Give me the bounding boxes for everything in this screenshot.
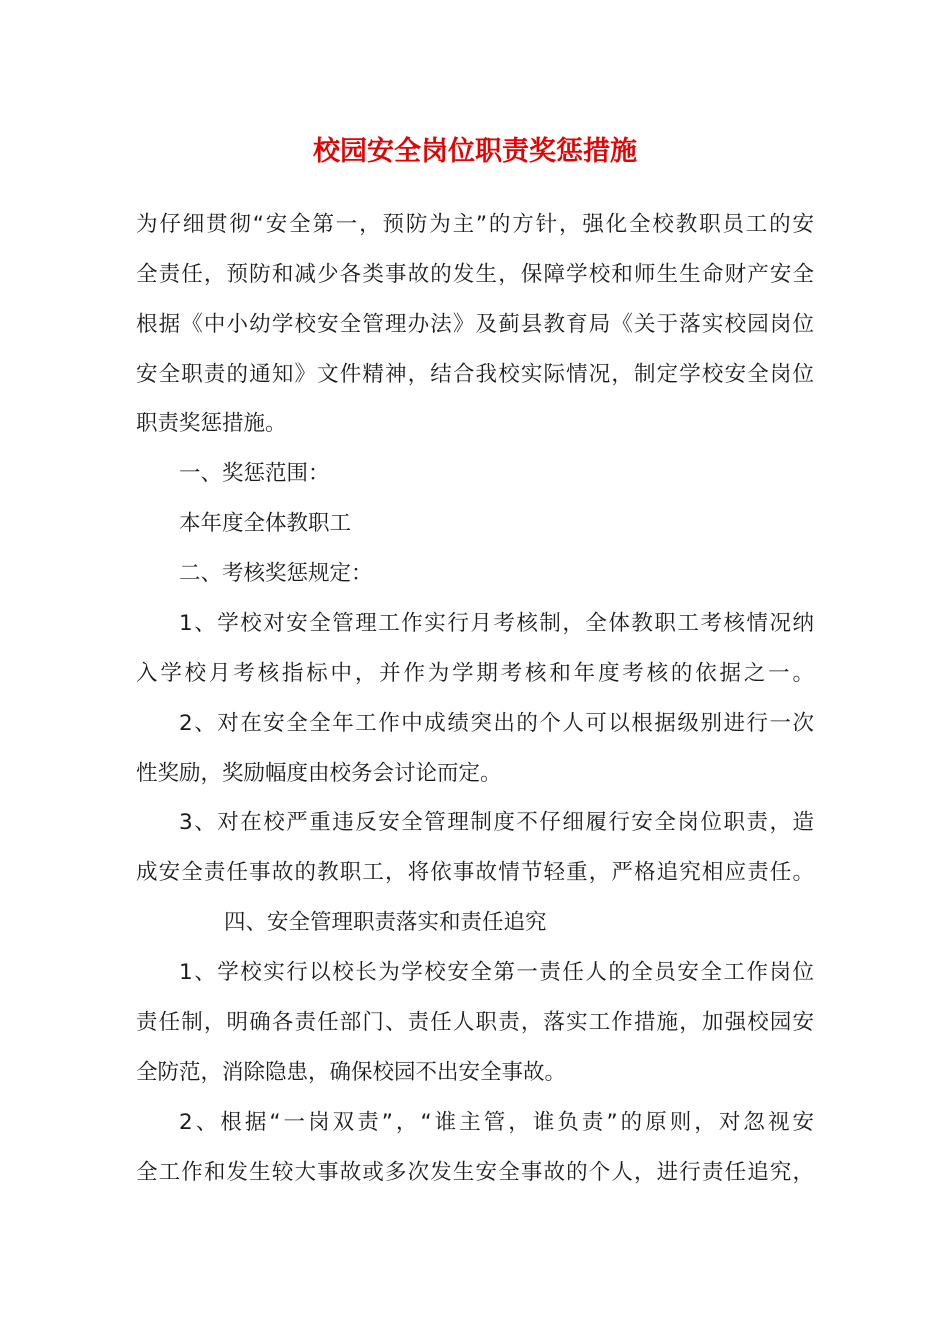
section-heading-rules: 二、考核奖惩规定： (179, 561, 373, 586)
rule-3-line-2: 成安全责任事故的教职工，将依事故情节轻重，严格追究相应责任。 (136, 860, 814, 885)
paragraph-line-4: 安全职责的通知》文件精神，结合我校实际情况，制定学校安全岗位 (136, 362, 814, 387)
rule-1-line-1: 1、学校对安全管理工作实行月考核制，全体教职工考核情况纳 (179, 611, 814, 636)
document-title: 校园安全岗位职责奖惩措施 (313, 136, 637, 167)
rule-2-line-2: 性奖励，奖励幅度由校务会讨论而定。 (136, 761, 502, 786)
rule-2-line-1: 2、对在安全全年工作中成绩突出的个人可以根据级别进行一次 (179, 711, 814, 736)
paragraph-line-1: 为仔细贯彻“安全第一，预防为主”的方针，强化全校教职员工的安 (136, 212, 814, 237)
accountability-1-line-3: 全防范，消除隐患，确保校园不出安全事故。 (136, 1060, 567, 1085)
paragraph-line-5: 职责奖惩措施。 (136, 411, 287, 436)
accountability-2-line-1: 2、根据“一岗双责”，“谁主管，谁负责”的原则，对忽视安 (179, 1110, 814, 1135)
section-heading-accountability: 四、安全管理职责落实和责任追究 (224, 910, 547, 935)
accountability-1-line-1: 1、学校实行以校长为学校安全第一责任人的全员安全工作岗位 (179, 960, 814, 985)
section-heading-scope: 一、奖惩范围： (179, 461, 330, 486)
paragraph-line-2: 全责任，预防和减少各类事故的发生，保障学校和师生生命财产安全 (136, 262, 814, 287)
rule-3-line-1: 3、对在校严重违反安全管理制度不仔细履行安全岗位职责，造 (179, 810, 814, 835)
scope-text: 本年度全体教职工 (179, 511, 352, 536)
paragraph-line-3: 根据《中小幼学校安全管理办法》及蓟县教育局《关于落实校园岗位 (136, 312, 814, 337)
rule-1-line-2: 入学校月考核指标中，并作为学期考核和年度考核的依据之一。 (136, 661, 814, 686)
accountability-1-line-2: 责任制，明确各责任部门、责任人职责，落实工作措施，加强校园安 (136, 1010, 814, 1035)
accountability-2-line-2: 全工作和发生较大事故或多次发生安全事故的个人，进行责任追究， (136, 1160, 814, 1185)
